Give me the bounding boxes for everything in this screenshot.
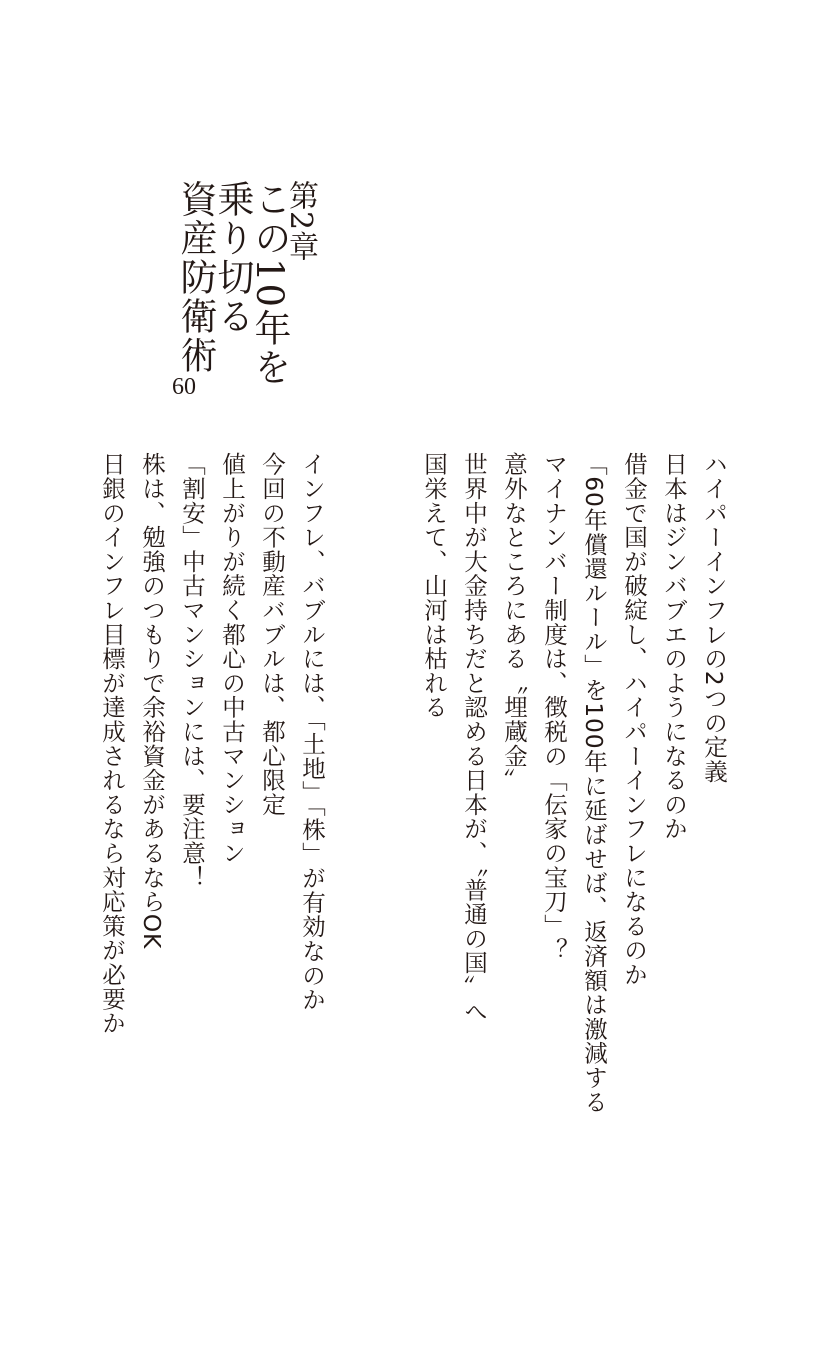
toc-entry[interactable]: 借金で国が破綻し、ハイパーインフレになるのか [620, 452, 648, 987]
toc-entry[interactable]: 「割安」中古マンションには、要注意！ [178, 452, 206, 890]
page-number: 60 [172, 374, 196, 400]
chapter-title-line-3: 資産防衛術 [174, 180, 217, 375]
toc-entry[interactable]: 世界中が大金持ちだと認める日本が、〝普通の国〟へ [460, 452, 488, 1024]
toc-entry[interactable]: 株は、勉強のつもりで余裕資金があるならOK [138, 452, 166, 950]
chapter-title-line-2: 乗り切る [211, 180, 254, 336]
toc-entry[interactable]: 国栄えて、山河は枯れる [420, 452, 448, 720]
toc-entry[interactable]: 日本はジンバブエのようになるのか [660, 452, 688, 841]
toc-entry[interactable]: インフレ、バブルには、「土地」「株」が有効なのか [298, 452, 326, 1012]
chapter-label: 第2章 [283, 180, 318, 263]
toc-entry[interactable]: 「60年償還ルール」を100年に延ばせば、返済額は激減する [580, 452, 608, 1114]
toc-entry[interactable]: 値上がりが続く都心の中古マンション [218, 452, 246, 866]
toc-entry[interactable]: ハイパーインフレの2つの定義 [700, 452, 728, 784]
toc-entry[interactable]: 日銀のインフレ目標が達成されるなら対応策が必要か [98, 452, 126, 1036]
toc-entry[interactable]: 今回の不動産バブルは、都心限定 [258, 452, 286, 817]
chapter-title-line-1: この10年を [248, 180, 291, 388]
toc-entry[interactable]: 意外なところにある〝埋蔵金〟 [500, 452, 528, 793]
toc-entry[interactable]: マイナンバー制度は、徴税の「伝家の宝刀」？ [540, 452, 568, 963]
